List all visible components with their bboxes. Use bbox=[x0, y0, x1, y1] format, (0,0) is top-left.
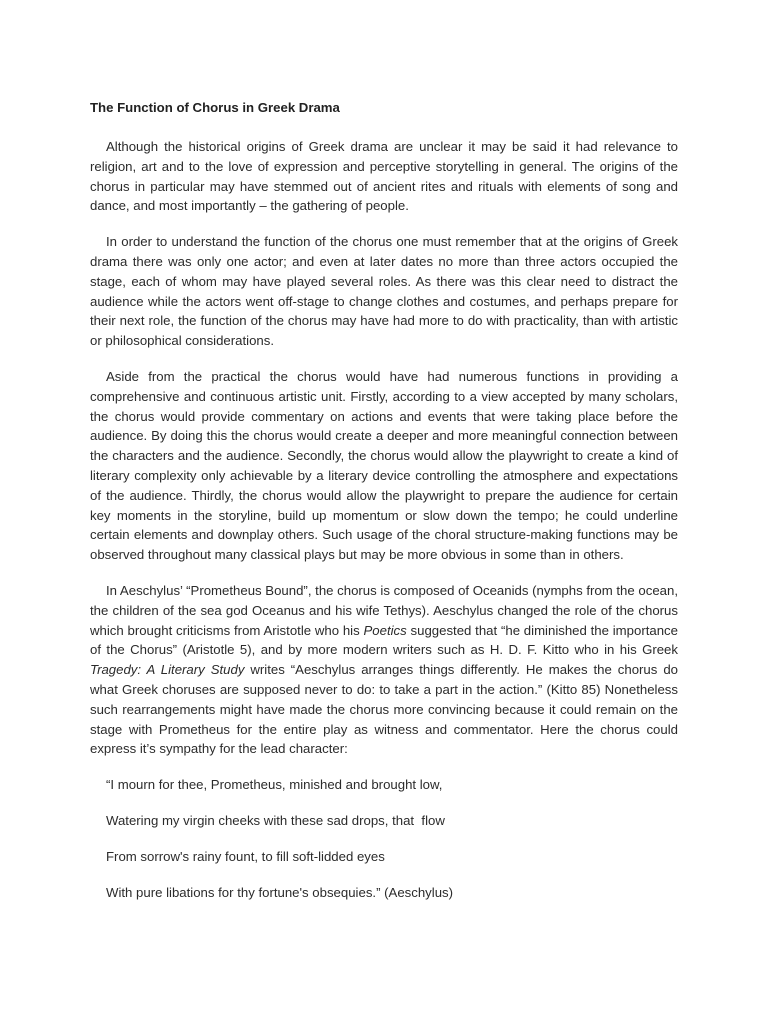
quote-line: From sorrow's rainy fount, to fill soft-lidded eyes bbox=[106, 849, 385, 865]
paragraph-aeschylus bbox=[90, 581, 678, 759]
paragraph-aeschylus-text-2: suggested that “he diminished the importance of the Chorus” (Aristotle 5), and by more modern writers such as H. D. F. Kitto who in his Greek bbox=[90, 622, 678, 658]
quote-line: With pure libations for thy fortune's obsequies.” (Aeschylus) bbox=[106, 885, 454, 901]
quote-line: Watering my virgin cheeks with these sad drops, that flow bbox=[106, 813, 445, 829]
quote-line: “I mourn for thee, Prometheus, minished and brought low, bbox=[106, 777, 443, 793]
poetics-title: Poetics bbox=[363, 622, 407, 638]
paragraph-aeschylus-text-3: writes “Aeschylus arranges things differently. He makes the chorus do what Greek choruses are supposed never to do: to take a part in the action.” (Kitto 85) Nonetheless such rearrangements might have made the chorus more convincing because it could remain on the stage with Prometheus for the entire play as witness and commentator. Here the chorus could express it’s sympathy for the lead character: bbox=[90, 662, 678, 757]
document-page bbox=[90, 98, 678, 919]
paragraph-function: In order to understand the function of the chorus one must remember that at the origins of Greek drama there was only one actor; and even at later dates no more than three actors occupied the stage, each of whom may have played several roles. As there was this clear need to distract the audience while the actors went off-stage to change clothes and costumes, and perhaps prepare for their next role, the function of the chorus may have had more to do with practicality, than with artistic or philosophical considerations. bbox=[90, 234, 678, 349]
paragraph-aeschylus-text-1: In Aeschylus’ “Prometheus Bound”, the chorus is composed of Oceanids (nymphs from the ocean, the children of the sea god Oceanus and his wife Tethys). Aeschylus changed the role of the chorus which brought criticisms from Aristotle who his bbox=[90, 582, 678, 638]
paragraph-origins: Although the historical origins of Greek drama are unclear it may be said it had relevance to religion, art and to the love of expression and perceptive storytelling in general. The origins of the chorus in particular may have stemmed out of ancient rites and rituals with elements of song and dance, and most importantly – the gathering of people. bbox=[90, 139, 678, 214]
paragraph-functions-list: Aside from the practical the chorus would have had numerous functions in providing a comprehensive and continuous artistic unit. Firstly, according to a view accepted by many scholars, the chorus would provide commentary on actions and events that were taking place before the audience. By doing this the chorus would create a deeper and more meaningful connection between the characters and the audience. Secondly, the chorus would allow the playwright to create a kind of literary complexity only achievable by a literary device controlling the atmosphere and expectations of the audience. Thirdly, the chorus would allow the playwright to prepare the audience for certain key moments in the storyline, build up momentum or slow down the tempo; he could underline certain elements and downplay others. Such usage of the choral structure-making functions may be observed throughout many classical plays but may be more obvious in some than in others. bbox=[90, 368, 678, 563]
document-title: The Function of Chorus in Greek Drama bbox=[90, 100, 340, 115]
kitto-book-title: Tragedy: A Literary Study bbox=[90, 662, 245, 678]
